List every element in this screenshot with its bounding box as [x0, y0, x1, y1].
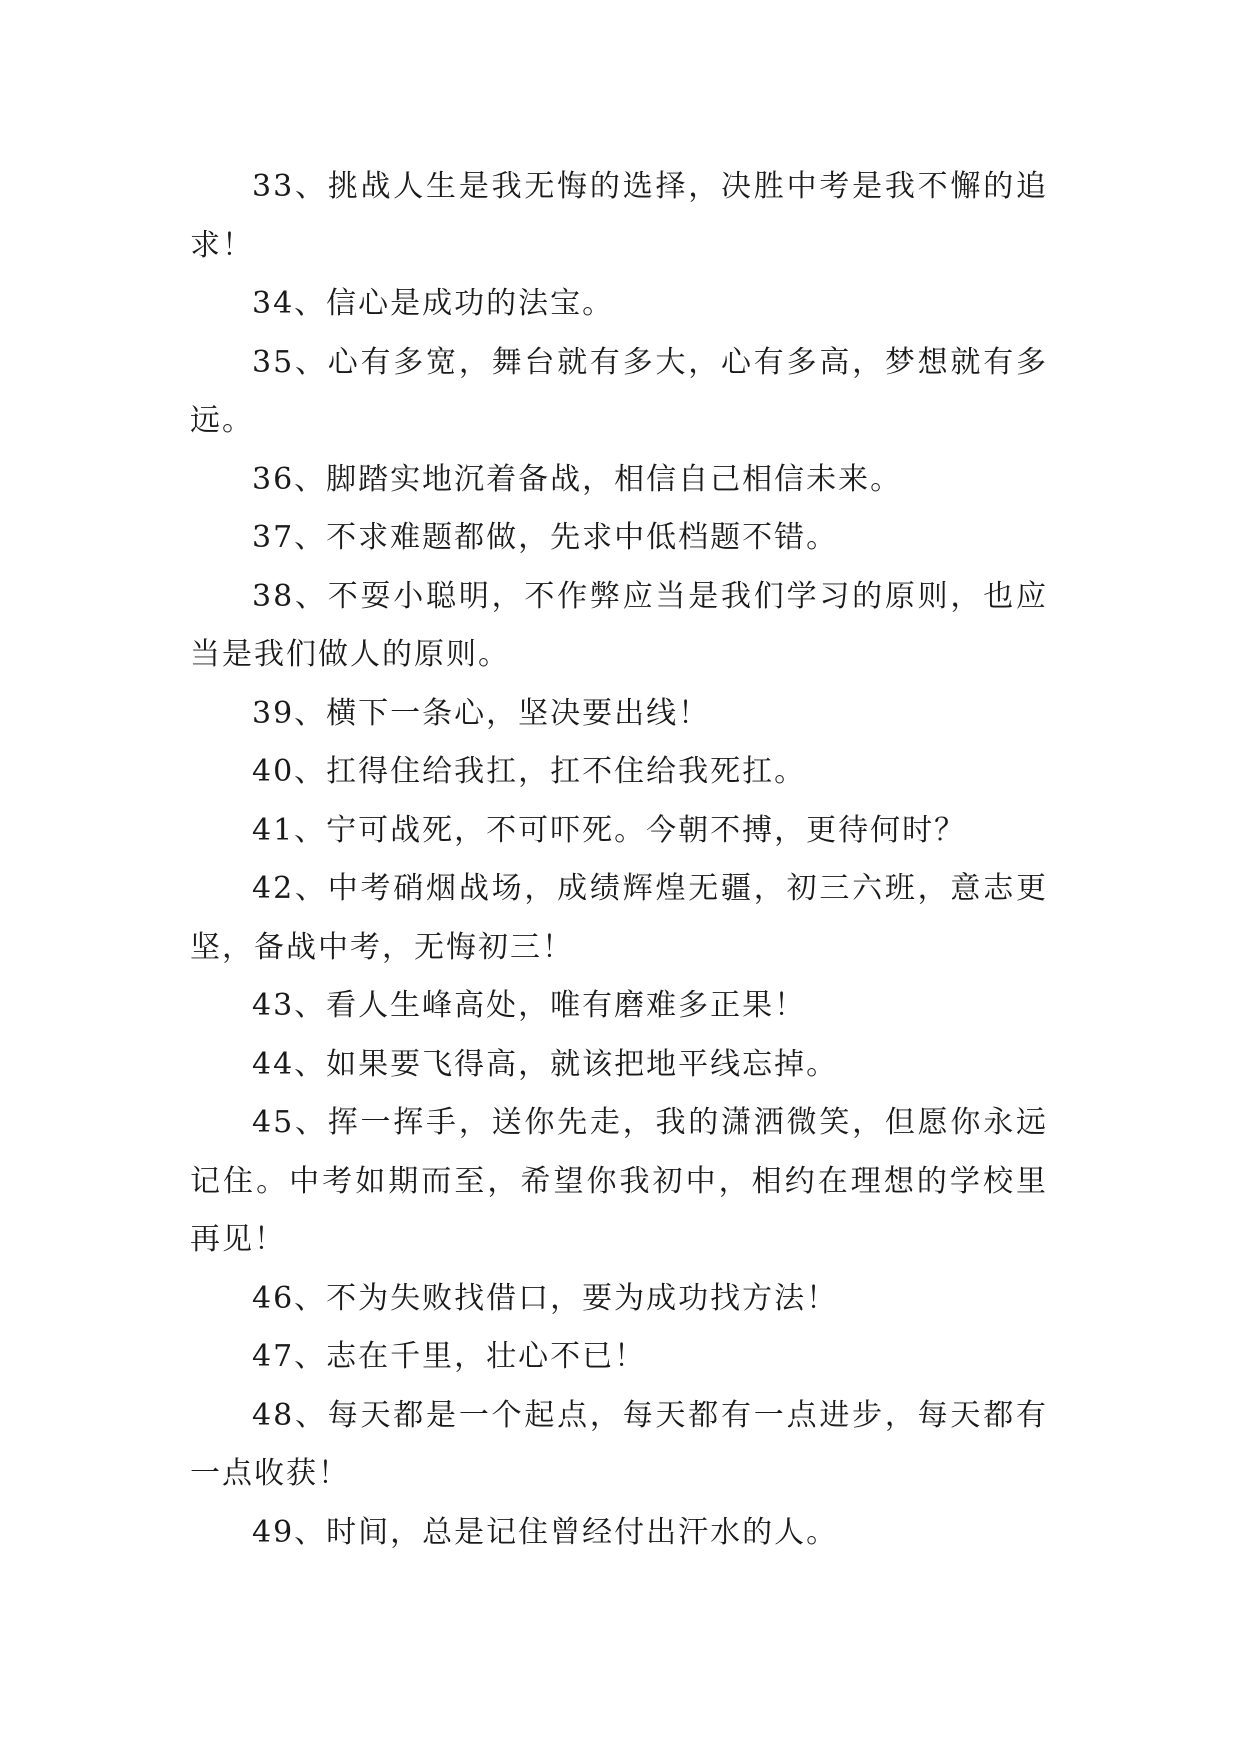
paragraph-35: 35、心有多宽，舞台就有多大，心有多高，梦想就有多远。 — [190, 344, 1048, 438]
paragraph-36: 36、脚踏实地沉着备战，相信自己相信未来。 — [252, 461, 903, 497]
paragraph-39: 39、横下一条心，坚决要出线！ — [252, 695, 711, 731]
paragraph-48: 48、每天都是一个起点，每天都有一点进步，每天都有一点收获！ — [190, 1397, 1048, 1491]
paragraph-42: 42、中考硝烟战场，成绩辉煌无疆，初三六班，意志更坚，备战中考，无悔初三！ — [190, 871, 1048, 965]
paragraph-46: 46、不为失败找借口，要为成功找方法！ — [252, 1280, 839, 1316]
paragraph-41: 41、宁可战死，不可吓死。今朝不搏，更待何时？ — [252, 812, 967, 848]
paragraph-49: 49、时间，总是记住曾经付出汗水的人。 — [252, 1514, 839, 1550]
paragraph-34: 34、信心是成功的法宝。 — [252, 286, 615, 321]
paragraph-40: 40、扛得住给我扛，扛不住给我死扛。 — [252, 754, 807, 789]
paragraph-38: 38、不耍小聪明，不作弊应当是我们学习的原则，也应当是我们做人的原则。 — [190, 578, 1048, 672]
document-body — [190, 158, 1048, 1562]
paragraph-37: 37、不求难题都做，先求中低档题不错。 — [252, 520, 839, 555]
paragraph-43: 43、看人生峰高处，唯有磨难多正果！ — [252, 988, 807, 1023]
paragraph-33: 33、挑战人生是我无悔的选择，决胜中考是我不懈的追求！ — [190, 169, 1048, 263]
paragraph-47: 47、志在千里，壮心不已！ — [252, 1339, 647, 1374]
paragraph-45: 45、挥一挥手，送你先走，我的潇洒微笑，但愿你永远记住。中考如期而至，希望你我初中，相约在理想的学校里再见！ — [190, 1105, 1048, 1257]
paragraph-44: 44、如果要飞得高，就该把地平线忘掉。 — [252, 1046, 839, 1082]
